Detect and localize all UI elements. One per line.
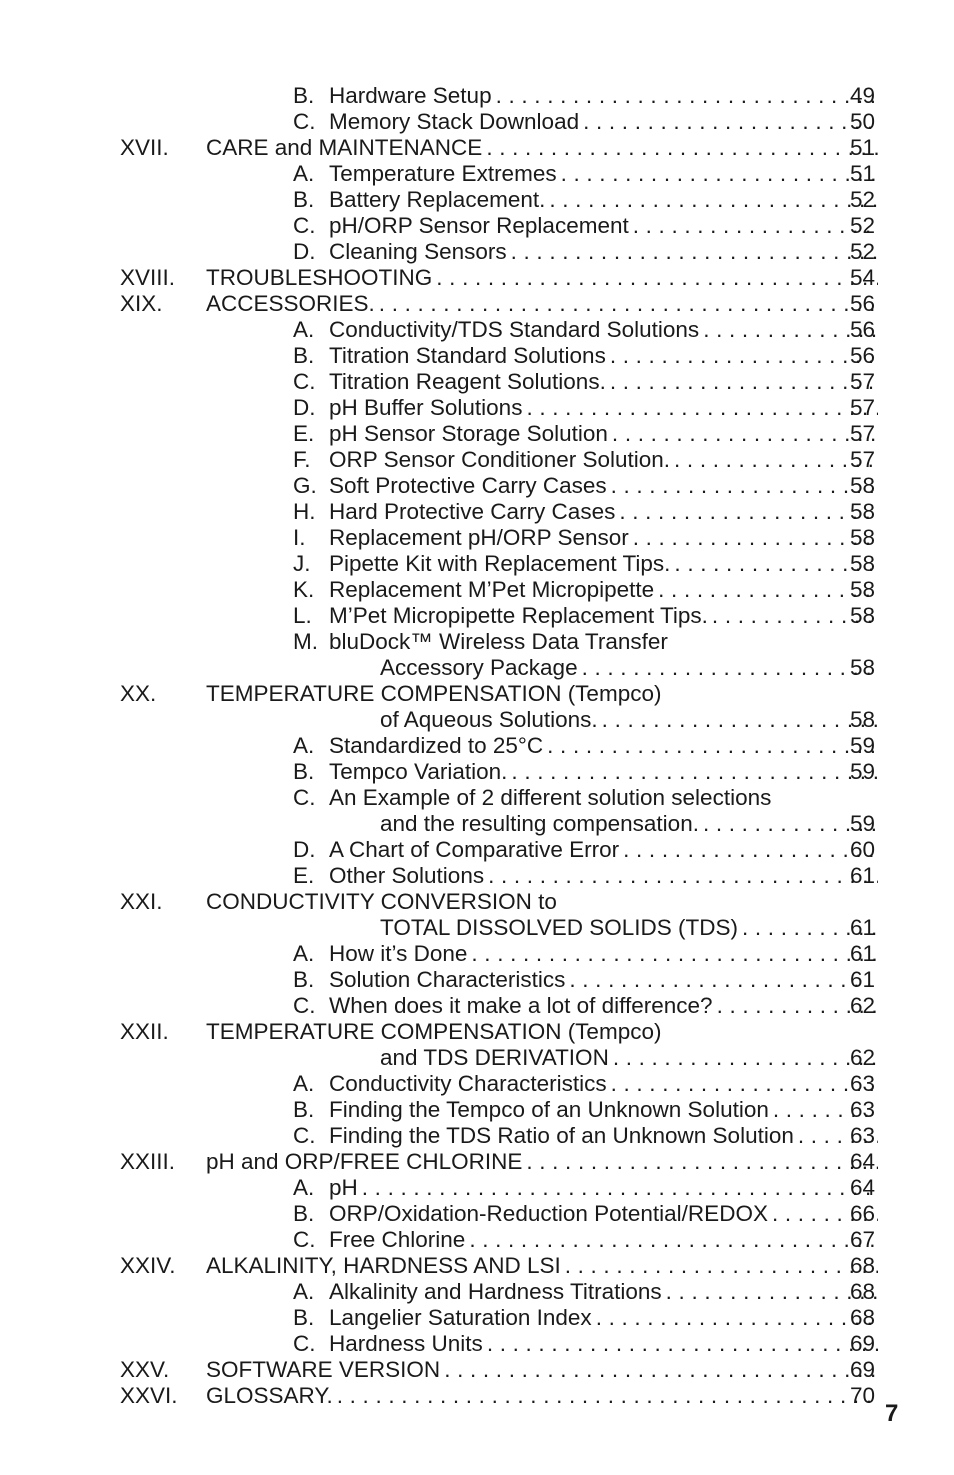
entry-title [329,83,878,109]
section-numeral: XXVI. [120,1383,178,1408]
entry-title [329,369,878,395]
toc-entry [0,993,954,1019]
dot-leader [613,1045,878,1071]
entry-title-text: ORP Sensor Conditioner Solution. [329,447,671,472]
subsection-letter: E. [293,863,315,888]
entry-title-text: Alkalinity and Hardness Titrations [329,1279,662,1304]
subsection-letter: C. [293,1331,316,1356]
toc-entry [0,369,954,395]
entry-title [329,993,878,1019]
table-of-contents [0,83,954,1409]
toc-entry [0,421,954,447]
entry-title-text: TEMPERATURE COMPENSATION (Tempco) [206,681,662,706]
entry-title [329,759,878,785]
entry-title [206,135,878,161]
toc-entry [0,733,954,759]
toc-entry [0,317,954,343]
dot-leader [569,967,878,993]
entry-page-number: 69 [850,1331,876,1356]
subsection-letter: D. [293,837,316,862]
entry-title [329,941,878,967]
toc-entry [0,1383,954,1409]
toc-entry [0,1357,954,1383]
entry-title-text: Conductivity Characteristics [329,1071,607,1096]
entry-title [329,499,878,525]
entry-page-number: 58 [850,577,876,602]
entry-title-text: Other Solutions [329,863,485,888]
toc-entry [0,291,954,317]
entry-title [206,1357,878,1383]
entry-page-number: 56 [850,343,876,368]
subsection-letter: K. [293,577,315,602]
entry-title-text: pH [329,1175,358,1200]
entry-page-number: 61 [850,915,876,940]
entry-page-number: 57 [850,395,876,420]
entry-title-text: Finding the TDS Ratio of an Unknown Solution [329,1123,794,1148]
entry-title [329,1331,878,1357]
toc-entry [0,785,954,811]
entry-title [329,161,878,187]
toc-entry [0,629,954,655]
section-numeral: XVII. [120,135,169,160]
entry-title [329,837,878,863]
entry-title [329,551,878,577]
entry-title [380,811,878,837]
dot-leader [549,187,878,213]
entry-title-text: TEMPERATURE COMPENSATION (Tempco) [206,1019,662,1044]
entry-page-number: 61 [850,967,876,992]
entry-title [380,915,878,941]
entry-title-text: Solution Characteristics [329,967,566,992]
entry-page-number: 58 [850,499,876,524]
entry-page-number: 68 [850,1253,876,1278]
entry-page-number: 60 [850,837,876,862]
dot-leader [674,551,878,577]
toc-entry [0,1227,954,1253]
dot-leader [612,421,878,447]
dot-leader [526,395,878,421]
subsection-letter: D. [293,239,316,264]
subsection-letter: A. [293,1175,315,1200]
section-numeral: XXI. [120,889,163,914]
subsection-letter: M. [293,629,318,654]
section-numeral: XXII. [120,1019,169,1044]
entry-title-text: Memory Stack Download [329,109,580,134]
toc-entry [0,395,954,421]
entry-title [329,1175,878,1201]
subsection-letter: A. [293,1071,315,1096]
dot-leader [611,1071,878,1097]
dot-leader [379,291,878,317]
toc-entry [0,1201,954,1227]
toc-entry [0,1019,954,1045]
subsection-letter: L. [293,603,312,628]
entry-title [329,343,878,369]
toc-entry [0,135,954,161]
toc-entry [0,343,954,369]
entry-title [329,421,878,447]
entry-title [329,473,878,499]
dot-leader [487,1331,878,1357]
subsection-letter: F. [293,447,311,472]
dot-leader [674,447,878,473]
entry-page-number: 61 [850,941,876,966]
subsection-letter: B. [293,967,315,992]
entry-page-number: 49 [850,83,876,108]
entry-title-text: and the resulting compensation. [380,811,699,836]
entry-title [329,1227,878,1253]
toc-entry [0,915,954,941]
dot-leader [666,1279,878,1305]
entry-title [329,187,878,213]
toc-entry [0,1331,954,1357]
toc-entry [0,525,954,551]
entry-title [329,213,878,239]
entry-title-text: Soft Protective Carry Cases [329,473,607,498]
section-numeral: XX. [120,681,157,706]
dot-leader [547,733,878,759]
dot-leader [611,473,878,499]
entry-title-text: Standardized to 25°C [329,733,544,758]
toc-entry [0,837,954,863]
toc-entry [0,1175,954,1201]
entry-page-number: 51 [850,161,876,186]
entry-title [380,1045,878,1071]
subsection-letter: B. [293,343,315,368]
toc-entry [0,707,954,733]
entry-title [329,109,878,135]
section-numeral: XXV. [120,1357,170,1382]
entry-title-text: Hard Protective Carry Cases [329,499,616,524]
dot-leader [583,109,878,135]
subsection-letter: A. [293,733,315,758]
dot-leader [436,265,878,291]
entry-title [206,1019,878,1045]
entry-page-number: 51 [850,135,876,160]
toc-entry [0,1071,954,1097]
dot-leader [488,863,878,889]
dot-leader [362,1175,878,1201]
toc-entry [0,577,954,603]
subsection-letter: B. [293,83,315,108]
subsection-letter: B. [293,187,315,212]
toc-entry [0,83,954,109]
subsection-letter: C. [293,1227,316,1252]
entry-page-number: 52 [850,213,876,238]
entry-title [206,265,878,291]
entry-title-text: of Aqueous Solutions. [380,707,598,732]
entry-title-text: CONDUCTIVITY CONVERSION to [206,889,557,914]
entry-title-text: Finding the Tempco of an Unknown Solution [329,1097,769,1122]
subsection-letter: A. [293,317,315,342]
subsection-letter: D. [293,395,316,420]
entry-title-text: pH/ORP Sensor Replacement [329,213,629,238]
toc-entry [0,681,954,707]
entry-page-number: 66 [850,1201,876,1226]
entry-title-text: A Chart of Comparative Error [329,837,620,862]
toc-entry [0,1045,954,1071]
dot-leader [561,161,878,187]
entry-title-text: Cleaning Sensors [329,239,507,264]
entry-page-number: 69 [850,1357,876,1382]
entry-title [380,655,878,681]
entry-title [329,733,878,759]
entry-title-text: When does it make a lot of difference? [329,993,713,1018]
entry-page-number: 52 [850,187,876,212]
subsection-letter: G. [293,473,317,498]
toc-entry [0,759,954,785]
toc-entry [0,473,954,499]
toc-entry [0,811,954,837]
entry-title [329,1123,878,1149]
subsection-letter: B. [293,1305,315,1330]
dot-leader [596,1305,878,1331]
entry-title [206,291,878,317]
toc-entry [0,499,954,525]
entry-page-number: 57 [850,421,876,446]
toc-entry [0,213,954,239]
entry-title-text: pH Buffer Solutions [329,395,523,420]
dot-leader [633,525,878,551]
toc-entry [0,447,954,473]
section-numeral: XXIV. [120,1253,176,1278]
entry-title [329,1097,878,1123]
dot-leader [526,1149,878,1175]
entry-title-text: Free Chlorine [329,1227,466,1252]
toc-entry [0,967,954,993]
entry-page-number: 59 [850,811,876,836]
entry-title-text: How it’s Done [329,941,468,966]
toc-entry [0,187,954,213]
dot-leader [610,369,878,395]
entry-title [329,863,878,889]
entry-title [329,1201,878,1227]
dot-leader [633,213,878,239]
entry-title-text: Tempco Variation. [329,759,508,784]
dot-leader [496,83,878,109]
entry-title [329,603,878,629]
entry-page-number: 63 [850,1071,876,1096]
subsection-letter: A. [293,1279,315,1304]
entry-title-text: GLOSSARY. [206,1383,333,1408]
entry-title-text: An Example of 2 different solution selections [329,785,772,810]
toc-entry [0,551,954,577]
dot-leader [511,239,878,265]
toc-entry [0,889,954,915]
entry-page-number: 56 [850,317,876,342]
toc-entry [0,1305,954,1331]
entry-title [206,889,878,915]
toc-entry [0,1123,954,1149]
entry-page-number: 57 [850,447,876,472]
entry-title [329,395,878,421]
entry-title-text: ORP/Oxidation-Reduction Potential/REDOX [329,1201,768,1226]
subsection-letter: C. [293,369,316,394]
entry-title-text: Battery Replacement. [329,187,546,212]
entry-page-number: 50 [850,109,876,134]
entry-page-number: 63 [850,1097,876,1122]
dot-leader [337,1383,878,1409]
entry-page-number: 68 [850,1305,876,1330]
entry-title-text: Pipette Kit with Replacement Tips. [329,551,671,576]
entry-page-number: 58 [850,473,876,498]
entry-page-number: 58 [850,551,876,576]
toc-entry [0,1149,954,1175]
section-numeral: XVIII. [120,265,176,290]
toc-entry [0,161,954,187]
entry-title [329,447,878,473]
dot-leader [444,1357,878,1383]
subsection-letter: B. [293,1097,315,1122]
dot-leader [623,837,878,863]
toc-entry [0,1253,954,1279]
subsection-letter: J. [293,551,311,576]
entry-title-text: Titration Reagent Solutions. [329,369,606,394]
entry-title [206,681,878,707]
subsection-letter: C. [293,993,316,1018]
entry-page-number: 58 [850,525,876,550]
entry-title-text: TOTAL DISSOLVED SOLIDS (TDS) [380,915,738,940]
dot-leader [619,499,878,525]
entry-title [329,967,878,993]
entry-title [329,629,878,655]
dot-leader [658,577,878,603]
entry-title [329,1305,878,1331]
entry-page-number: 63 [850,1123,876,1148]
dot-leader [486,135,878,161]
toc-entry [0,239,954,265]
entry-title-text: TROUBLESHOOTING [206,265,433,290]
entry-page-number: 59 [850,759,876,784]
entry-page-number: 64 [850,1175,876,1200]
toc-entry [0,863,954,889]
entry-title-text: Conductivity/TDS Standard Solutions [329,317,700,342]
subsection-letter: B. [293,759,315,784]
entry-page-number: 56 [850,291,876,316]
entry-title-text: Replacement M’Pet Micropipette [329,577,655,602]
dot-leader [602,707,878,733]
entry-page-number: 58 [850,603,876,628]
entry-title [329,1071,878,1097]
dot-leader [565,1253,878,1279]
entry-page-number: 58 [850,655,876,680]
subsection-letter: A. [293,941,315,966]
entry-page-number: 64 [850,1149,876,1174]
entry-page-number: 54 [850,265,876,290]
subsection-letter: E. [293,421,315,446]
toc-entry [0,1279,954,1305]
subsection-letter: C. [293,109,316,134]
entry-title-text: bluDock™ Wireless Data Transfer [329,629,668,654]
entry-title-text: Replacement pH/ORP Sensor [329,525,629,550]
entry-page-number: 61 [850,863,876,888]
entry-title [329,525,878,551]
entry-title [329,785,878,811]
subsection-letter: C. [293,213,316,238]
subsection-letter: H. [293,499,316,524]
entry-title-text: Langelier Saturation Index [329,1305,592,1330]
section-numeral: XXIII. [120,1149,176,1174]
entry-title-text: and TDS DERIVATION [380,1045,609,1070]
entry-page-number: 62 [850,993,876,1018]
toc-entry [0,265,954,291]
entry-page-number: 58 [850,707,876,732]
toc-entry [0,655,954,681]
subsection-letter: A. [293,161,315,186]
entry-title-text: M’Pet Micropipette Replacement Tips. [329,603,708,628]
page-number: 7 [885,1400,899,1427]
entry-title-text: CARE and MAINTENANCE [206,135,483,160]
entry-title-text: pH Sensor Storage Solution [329,421,608,446]
dot-leader [582,655,878,681]
entry-page-number: 57 [850,369,876,394]
dot-leader [471,941,878,967]
entry-page-number: 68 [850,1279,876,1304]
entry-page-number: 59 [850,733,876,758]
entry-title [329,239,878,265]
entry-title-text: ALKALINITY, HARDNESS AND LSI [206,1253,561,1278]
entry-title-text: Temperature Extremes [329,161,557,186]
entry-title-text: Hardness Units [329,1331,483,1356]
entry-title-text: Hardware Setup [329,83,492,108]
entry-title-text: SOFTWARE VERSION [206,1357,441,1382]
subsection-letter: B. [293,1201,315,1226]
dot-leader [511,759,878,785]
subsection-letter: C. [293,1123,316,1148]
entry-title [206,1253,878,1279]
entry-title [206,1383,878,1409]
entry-title-text: ACCESSORIES. [206,291,375,316]
entry-title [329,317,878,343]
entry-title-text: Titration Standard Solutions [329,343,606,368]
subsection-letter: I. [293,525,306,550]
entry-page-number: 70 [850,1383,876,1408]
dot-leader [469,1227,878,1253]
entry-page-number: 62 [850,1045,876,1070]
subsection-letter: C. [293,785,316,810]
entry-title-text: pH and ORP/FREE CHLORINE [206,1149,523,1174]
dot-leader [610,343,878,369]
section-numeral: XIX. [120,291,163,316]
entry-title [329,1279,878,1305]
toc-entry [0,1097,954,1123]
entry-title-text: Accessory Package [380,655,578,680]
toc-entry [0,941,954,967]
entry-title [206,1149,878,1175]
toc-entry [0,109,954,135]
entry-title [380,707,878,733]
toc-entry [0,603,954,629]
entry-title [329,577,878,603]
entry-page-number: 67 [850,1227,876,1252]
entry-page-number: 52 [850,239,876,264]
